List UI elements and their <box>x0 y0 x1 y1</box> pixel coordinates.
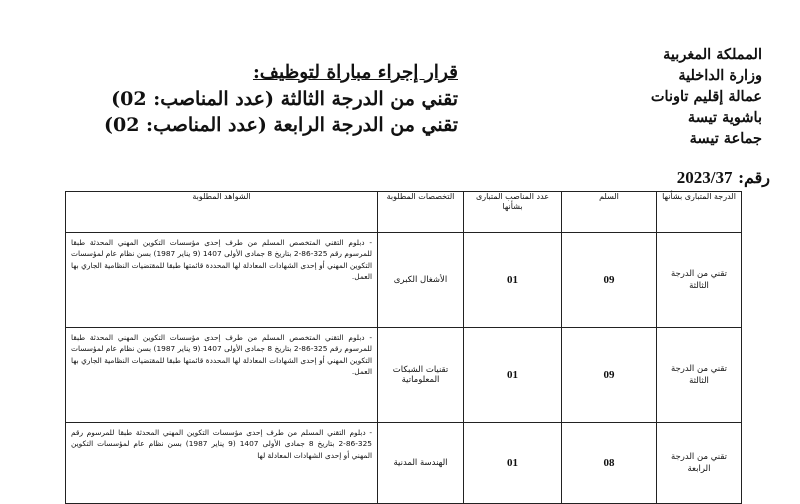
province-line: عمالة إقليم تاونات <box>650 88 762 105</box>
scale-cell: 09 <box>562 328 657 423</box>
header-grade: الدرجة المتبارى بشأنها <box>657 192 742 233</box>
specialty-cell: الهندسة المدنية <box>378 423 464 504</box>
decision-title-block <box>70 60 458 138</box>
header-scale: السلم <box>562 192 657 233</box>
grade-cell: تقني من الدرجة الثالثة <box>657 328 742 423</box>
scale-cell: 08 <box>562 423 657 504</box>
header-posts: عدد المناصب المتبارى بشأنها <box>464 192 562 233</box>
positions-table <box>65 191 742 504</box>
reference-label: رقم: <box>738 168 770 187</box>
kingdom-line: المملكة المغربية <box>663 46 762 63</box>
decision-title: قرار إجراء مباراة لتوظيف: <box>252 62 458 83</box>
table-header-row <box>66 192 742 233</box>
pashalik-line: باشوية تيسة <box>687 109 762 126</box>
posts-cell: 01 <box>464 328 562 423</box>
administration-header <box>592 44 762 149</box>
header-specialties: التخصصات المطلوبة <box>378 192 464 233</box>
reference-number <box>677 168 770 188</box>
table-row <box>66 423 742 504</box>
table-row <box>66 328 742 423</box>
scale-cell: 09 <box>562 233 657 328</box>
grade-cell: تقني من الدرجة الرابعة <box>657 423 742 504</box>
diploma-cell: - دبلوم التقني المتخصص المسلم من طرف إحدى مؤسسات التكوين المهني المحدثة طبقا للمرسوم رقم 325-86-2 بتاريخ 8 جمادى الأولى 1407 (9 يناير 1987) بسن نظام عام لمؤسسات التكوين المهني أو إحدى الشهادات المعادلة لها المحددة قائمتها طبقا للمقتضيات النظامية الجاري بها العمل. <box>66 328 378 423</box>
grade-cell: تقني من الدرجة الثالثة <box>657 233 742 328</box>
header-diplomas: الشواهد المطلوبة <box>66 192 378 233</box>
specialty-cell: تقنيات الشبكات المعلوماتية <box>378 328 464 423</box>
decision-line-1: تقني من الدرجة الثالثة (عدد المناصب: 02) <box>111 88 458 110</box>
decision-line-2: تقني من الدرجة الرابعة (عدد المناصب: 02) <box>103 114 458 136</box>
posts-cell: 01 <box>464 233 562 328</box>
table-row <box>66 233 742 328</box>
ministry-line: وزارة الداخلية <box>678 67 762 84</box>
posts-cell: 01 <box>464 423 562 504</box>
diploma-cell: - دبلوم التقني المتخصص المسلم من طرف إحدى مؤسسات التكوين المهني المحدثة طبقا للمرسوم رقم 325-86-2 بتاريخ 8 جمادى الأولى 1407 (9 يناير 1987) بسن نظام عام لمؤسسات التكوين المهني أو إحدى الشهادات المعادلة لها المحددة قائمتها طبقا للمقتضيات النظامية الجاري بها العمل. <box>66 233 378 328</box>
reference-value: 2023/37 <box>676 168 733 187</box>
diploma-cell: - دبلوم التقني المسلم من طرف إحدى مؤسسات التكوين المهني المحدثة طبقا للمرسوم رقم 325-86-2 بتاريخ 8 جمادى الأولى 1407 (9 يناير 1987) بسن نظام عام لمؤسسات التكوين المهني أو إحدى الشهادات المعادلة لها <box>66 423 378 504</box>
specialty-cell: الأشغال الكبرى <box>378 233 464 328</box>
commune-line: جماعة تيسة <box>689 130 762 147</box>
